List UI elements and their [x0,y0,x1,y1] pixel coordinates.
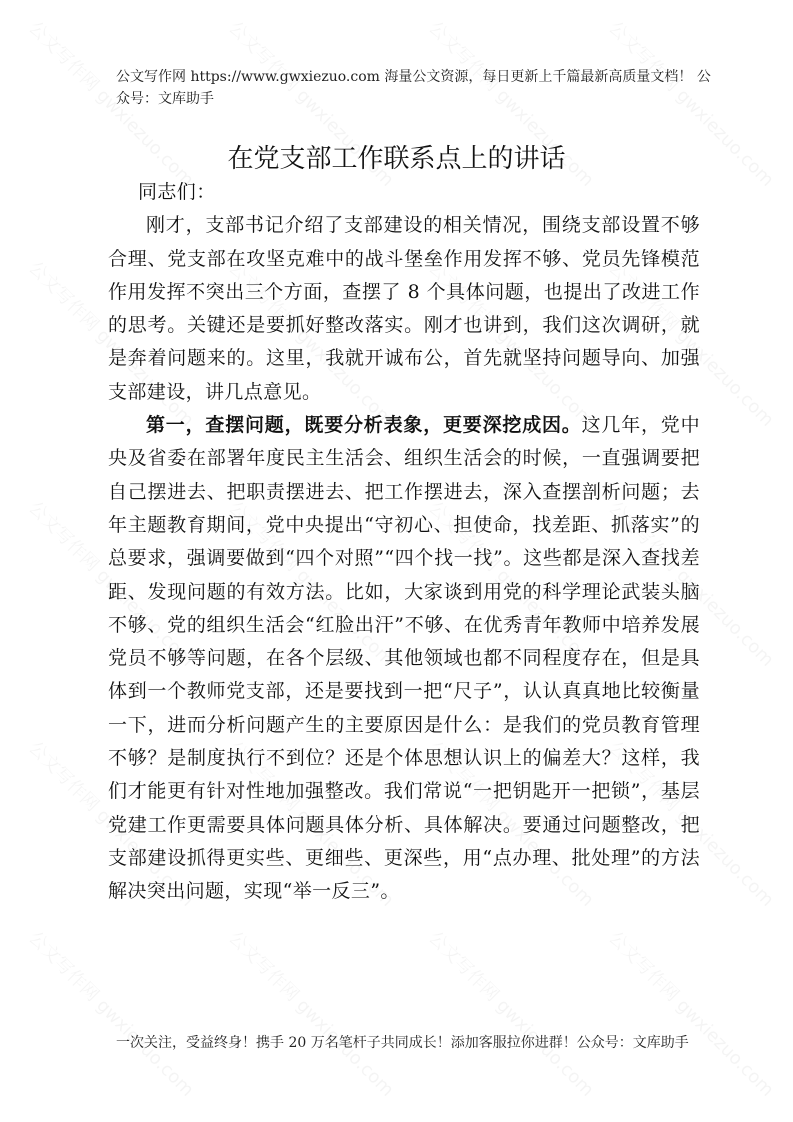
watermark-text [24,924,201,1101]
paragraph-2-text: 这几年，党中央及省委在部署年度民主生活会、组织生活会的时候，一直强调要把自己摆进去、把职责摆进去、把工作摆进去，深入查摆剖析问题；去年主题教育期间，党中央提出“守初心、担使命，找差距、抓落实”的总要求，强调要做到“四个对照”“四个找一找”。这些都是深入查找差距、发现问题的有效方法。比如，大家谈到用党的科学理论武装头脑不够、党的组织生活会“红脸出汗”不够、在优秀青年教师中培养发展党员不够等问题，在各个层级、其他领域也都不同程度存在，但是具体到一个教师党支部，还是要找到一把“尺子”，认认真真地比较衡量一下，进而分析问题产生的主要原因是什么：是我们的党员教育管理不够？是制度执行不到位？还是个体思想认识上的偏差大？这样，我们才能更有针对性地加强整改。我们常说“一把钥匙开一把锁”，基层党建工作更需要具体问题具体分析、具体解决。要通过问题整改，把支部建设抓得更实些、更细些、更深些，用“点办理、批处理”的方法解决突出问题，实现“举一反三”。 [108,414,700,903]
page-footer: 一次关注，受益终身！携手 20 万名笔杆子共同成长！添加客服拉你进群！公众号：文库助手 [116,1035,689,1051]
paragraph-2 [108,409,700,908]
greeting: 同志们： [138,181,216,203]
watermark-text [424,924,601,1101]
page-header: 公文写作网 https://www.gwxiezuo.com 海量公文资源，每日更新上千篇最新高质量文档！ 公众号：文库助手 [116,69,711,107]
paragraph-2-heading: 第一，查摆问题，既要分析表象，更要深挖成因。 [146,414,582,437]
watermark-text [224,924,401,1101]
paragraph-1: 刚才，支部书记介绍了支部建设的相关情况，围绕支部设置不够合理、党支部在攻坚克难中的战斗堡垒作用发挥不够、党员先锋模范作用发挥不突出三个方面，查摆了 8 个具体问题，也提出了改进工作的思考。关键还是要抓好整改落实。刚才也讲到，我们这次调研，就是奔着问题来的。这里，我就开诚布公，首先就坚持问题导向、加强支部建设，讲几点意见。 [108,214,700,403]
document-body [108,176,700,909]
document-title: 在党支部工作联系点上的讲话 [227,144,566,174]
watermark-text [604,924,781,1101]
